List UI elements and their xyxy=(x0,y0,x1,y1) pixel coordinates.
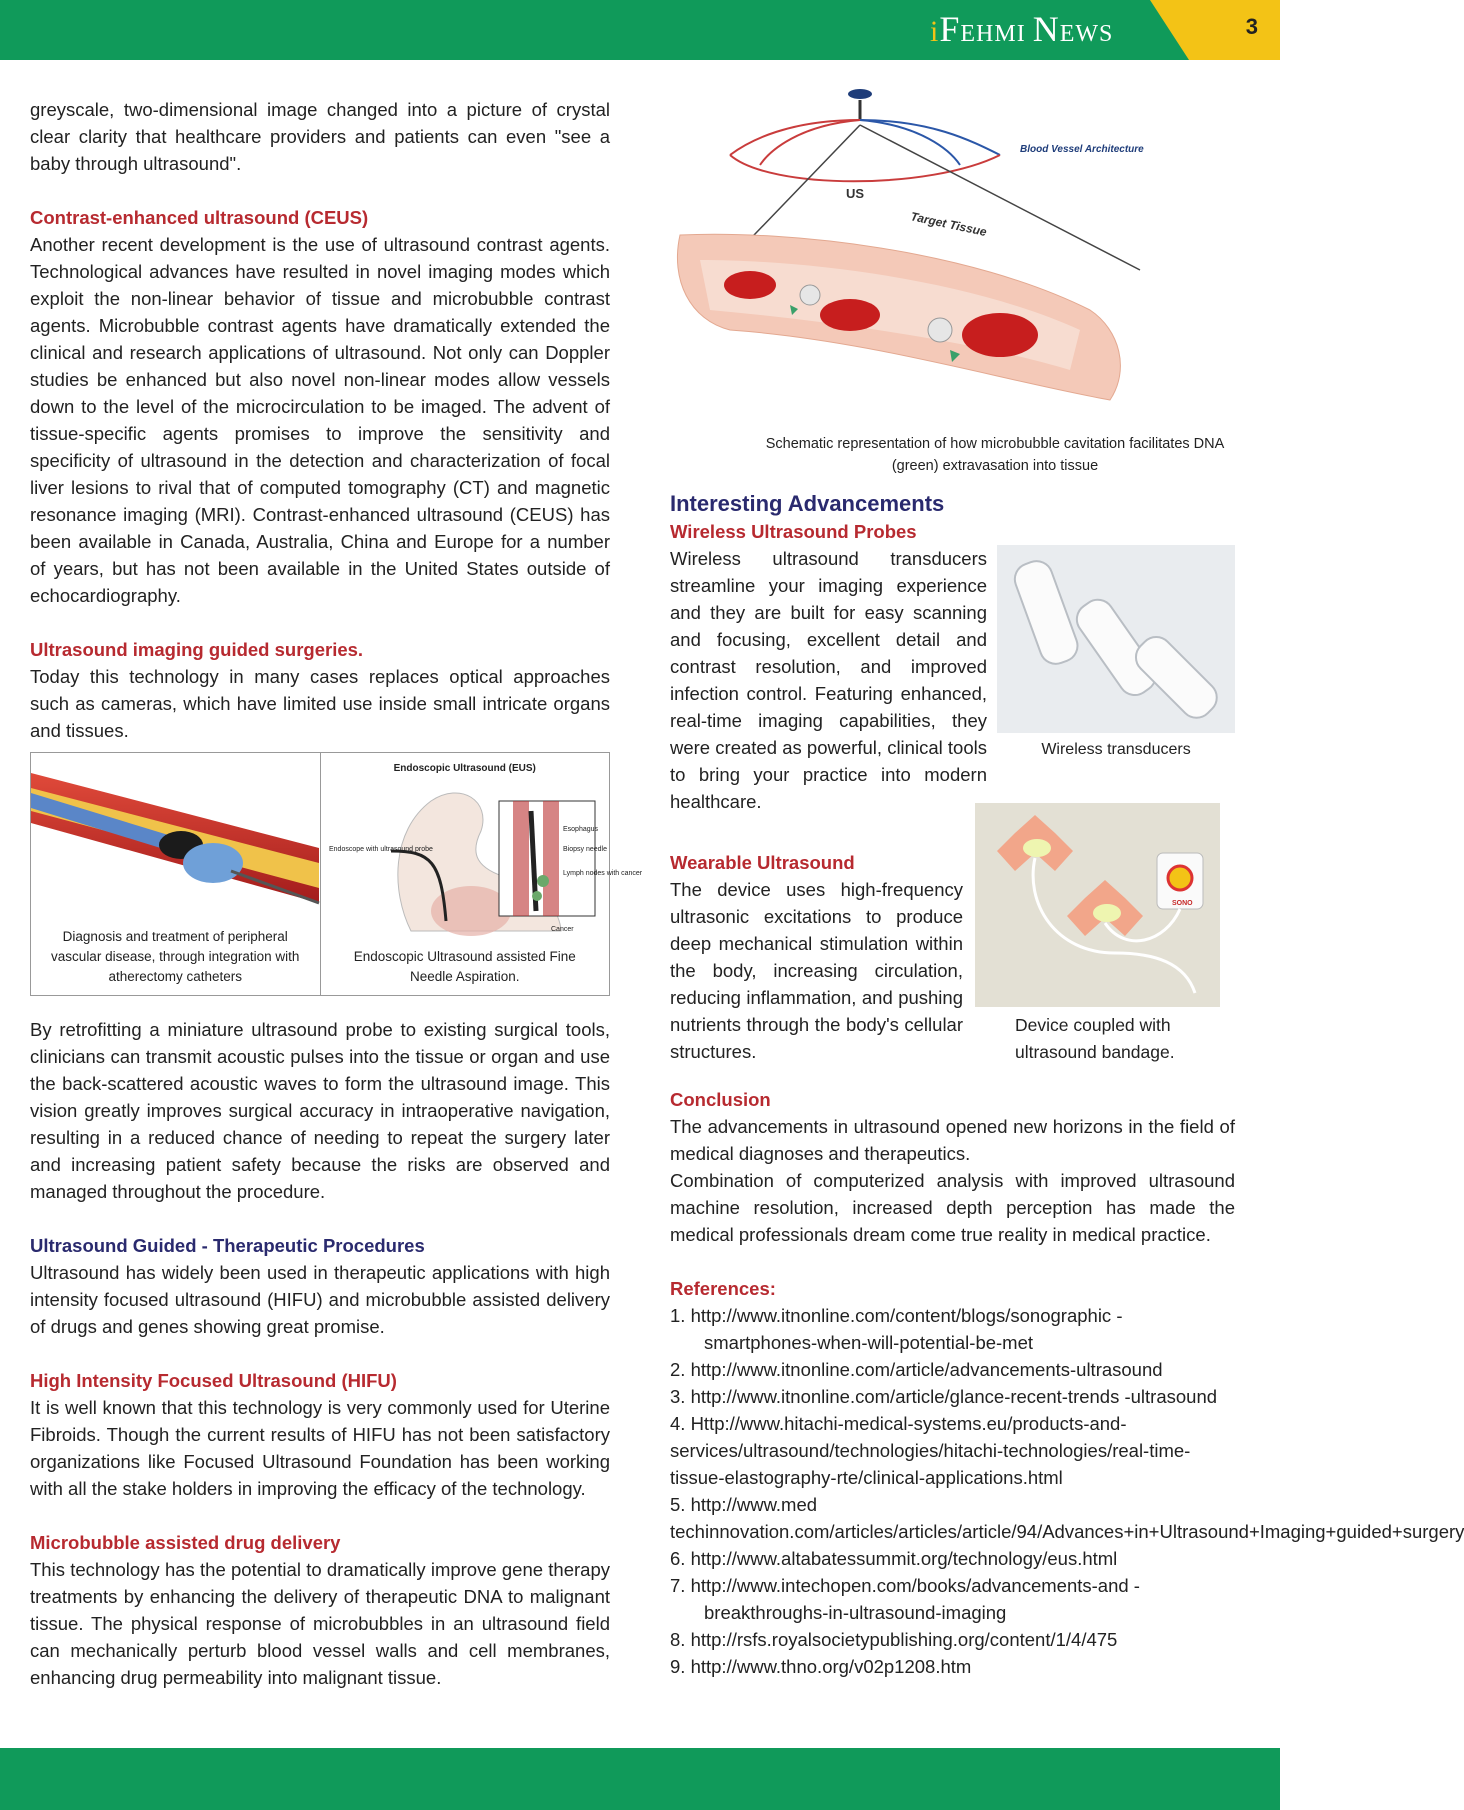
endoscope-label: Endoscope with ultrasound probe xyxy=(328,846,433,853)
references-heading: References: xyxy=(670,1278,776,1299)
reference-item[interactable]: 7. http://www.intechopen.com/books/advancements-and -breakthroughs-in-ultrasound-imaging xyxy=(670,1575,1140,1623)
esophagus-label: Esophagus xyxy=(562,826,598,833)
hifu-heading: High Intensity Focused Ultrasound (HIFU) xyxy=(30,1370,397,1391)
wireless-caption: Wireless transducers xyxy=(1041,741,1191,758)
wearable-device-image xyxy=(975,803,1220,1007)
catheter-figure xyxy=(31,753,321,995)
references-list xyxy=(670,1302,1464,1680)
conclusion-heading: Conclusion xyxy=(670,1089,771,1110)
reference-item[interactable]: 6. http://www.altabatessummit.org/technology/eus.html xyxy=(670,1548,1118,1569)
vessel-caption: Schematic representation of how microbubble cavitation facilitates DNA (green) extravasation into tissue xyxy=(765,436,1225,474)
therapeutic-paragraph: Ultrasound has widely been used in therapeutic applications with high intensity focused ultrasound (HIFU) and microbubble assisted delivery of drugs and genes showing great promise. xyxy=(30,1262,610,1337)
surgery-figures xyxy=(30,752,642,996)
eus-illustration xyxy=(321,771,642,951)
conclusion-paragraph-2: Combination of computerized analysis with improved ultrasound machine resolution, increased depth perception has made the medical professionals dream come true reality in medical practice. xyxy=(670,1170,1235,1245)
microbubble-heading: Microbubble assisted drug delivery xyxy=(30,1532,341,1553)
wearable-caption: Device coupled with ultrasound bandage. xyxy=(1015,1015,1175,1062)
blood-vessel-label: Blood Vessel Architecture xyxy=(1020,144,1144,155)
cancer-label: Cancer xyxy=(550,926,574,933)
guided-surgery-heading: Ultrasound imaging guided surgeries. xyxy=(30,639,364,660)
us-label: US xyxy=(846,186,865,201)
brand-logo: iFEHMI NEWS xyxy=(930,9,1114,49)
reference-item[interactable]: 2. http://www.itnonline.com/article/advancements-ultrasound xyxy=(670,1359,1163,1380)
wireless-heading: Wireless Ultrasound Probes xyxy=(670,521,917,542)
wireless-paragraph: Wireless ultrasound transducers streamline your imaging experience and they are built for easy scanning and focusing, excellent detail and contrast resolution, and improved infection control. Featuring enhanced, real-time imaging capabilities, they were created as powerful, clinical tools to bring your practice into modern healthcare. xyxy=(670,548,987,812)
page-number: 3 xyxy=(1245,14,1258,39)
reference-item[interactable]: 3. http://www.itnonline.com/article/glance-recent-trends -ultrasound xyxy=(670,1386,1218,1407)
reference-item[interactable]: 4. Http://www.hitachi-medical-systems.eu/products-and-services/ultrasound/technologies/hitachi-technologies/real-time-tissue-elastography-rte/clinical-applications.html xyxy=(670,1413,1191,1488)
left-column xyxy=(30,96,642,1691)
catheter-illustration xyxy=(31,753,319,923)
eus-caption: Endoscopic Ultrasound assisted Fine Needle Aspiration. xyxy=(353,949,576,984)
microbubble-figure xyxy=(670,80,1235,425)
reference-item[interactable]: 5. http://www.med techinnovation.com/articles/articles/article/94/Advances+in+Ultrasound+Imaging+guided+surgery xyxy=(670,1494,1464,1542)
biopsy-label: Biopsy needle xyxy=(562,846,607,853)
conclusion-paragraph-1: The advancements in ultrasound opened new horizons in the field of medical diagnoses and therapeutics. xyxy=(670,1116,1235,1164)
wireless-figure xyxy=(997,545,1235,815)
catheter-caption: Diagnosis and treatment of peripheral vascular disease, through integration with atherectomy catheters xyxy=(51,929,300,984)
intro-paragraph: greyscale, two-dimensional image changed into a picture of crystal clear clarity that healthcare providers and patients can even "see a baby through ultrasound". xyxy=(30,99,610,174)
eus-figure xyxy=(321,753,642,995)
wearable-heading: Wearable Ultrasound xyxy=(670,852,855,873)
microbubble-paragraph: This technology has the potential to dramatically improve gene therapy treatments by enhancing the delivery of therapeutic DNA to malignant tissue. The physical response of microbubbles in an ultrasound field can mechanically perturb blood vessel walls and cell membranes, enhancing drug permeability into malignant tissue. xyxy=(30,1559,610,1688)
target-tissue-label: Target Tissue xyxy=(909,209,988,240)
therapeutic-heading: Ultrasound Guided - Therapeutic Procedures xyxy=(30,1235,425,1256)
right-column xyxy=(670,80,1464,1680)
device-label: SONO xyxy=(1172,900,1193,907)
reference-item[interactable]: 1. http://www.itnonline.com/content/blogs/sonographic -smartphones-when-will-potential-be-met xyxy=(670,1305,1123,1353)
reference-item[interactable]: 9. http://www.thno.org/v02p1208.htm xyxy=(670,1656,972,1677)
guided-surgery-paragraph: Today this technology in many cases replaces optical approaches such as cameras, which have limited use inside small intricate organs and tissues. xyxy=(30,666,610,741)
lymph-label: Lymph nodes with cancer xyxy=(562,870,642,877)
wearable-paragraph: The device uses high-frequency ultrasonic excitations to produce deep mechanical stimulation within the body, increasing circulation, reducing inflammation, and pushing nutrients through the body's cellular structures. xyxy=(670,879,963,1062)
footer-bar xyxy=(0,1748,1280,1810)
vessel-illustration xyxy=(670,80,1235,425)
wireless-section xyxy=(670,545,1235,815)
hifu-paragraph: It is well known that this technology is very commonly used for Uterine Fibroids. Though the current results of HIFU has not been satisfactory organizations like Focused Ultrasound Foundation has been working with all the stake holders in improving the efficacy of the technology. xyxy=(30,1397,610,1499)
retrofit-paragraph: By retrofitting a miniature ultrasound probe to existing surgical tools, clinicians can transmit acoustic pulses into the tissue or organ and use the back-scattered acoustic waves to form the ultrasound image. This vision greatly improves surgical accuracy in intraoperative navigation, resulting in a reduced chance of needing to repeat the surgery later and increasing patient safety because the risks are observed and managed throughout the procedure. xyxy=(30,1019,610,1202)
ceus-heading: Contrast-enhanced ultrasound (CEUS) xyxy=(30,207,369,228)
wearable-section xyxy=(670,825,1235,1066)
transducers-image xyxy=(997,545,1235,733)
wearable-figure xyxy=(975,803,1225,1066)
advancements-heading: Interesting Advancements xyxy=(670,491,945,516)
eus-title: Endoscopic Ultrasound (EUS) xyxy=(393,763,536,774)
ceus-paragraph: Another recent development is the use of ultrasound contrast agents. Technological advances have resulted in novel imaging modes which exploit the non-linear behavior of tissue and microbubble contrast agents. Microbubble contrast agents have dramatically extended the clinical and research applications of ultrasound. Not only can Doppler studies be enhanced but also novel non-linear modes allow vessels down to the level of the microcirculation to be imaged. The advent of tissue-specific agents promises to improve the sensitivity and specificity of ultrasound in the detection and characterization of focal liver lesions to rival that of computed tomography (CT) and magnetic resonance imaging (MRI). Contrast-enhanced ultrasound (CEUS) has been available in Canada, Australia, China and Europe for a number of years, but has not been available in the United States outside of echocardiography. xyxy=(30,234,610,606)
reference-item[interactable]: 8. http://rsfs.royalsocietypublishing.org/content/1/4/475 xyxy=(670,1629,1118,1650)
